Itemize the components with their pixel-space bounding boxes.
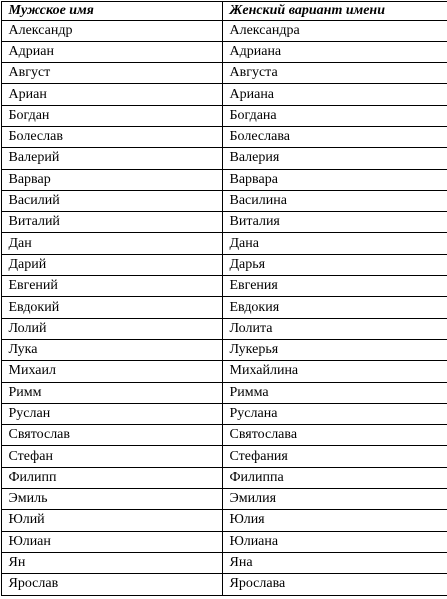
male-name-cell: Лука [1,339,222,360]
female-name-cell: Евгения [222,276,447,297]
table-row [1,361,447,382]
male-name-cell: Варвар [1,169,222,190]
female-name-cell: Стефания [222,446,447,467]
table-row [1,531,447,552]
female-name-cell: Августа [222,63,447,84]
female-name-cell: Руслана [222,403,447,424]
table-row [1,254,447,275]
male-name-cell: Болеслав [1,126,222,147]
female-name-cell: Филиппа [222,467,447,488]
male-name-cell: Дан [1,233,222,254]
male-name-cell: Эмиль [1,489,222,510]
female-name-cell: Лолита [222,318,447,339]
male-name-cell: Василий [1,190,222,211]
table-row [1,276,447,297]
female-name-cell: Богдана [222,105,447,126]
table-row [1,190,447,211]
table-row [1,425,447,446]
male-name-cell: Валерий [1,148,222,169]
table-row [1,41,447,62]
female-name-cell: Болеслава [222,126,447,147]
male-name-cell: Юлий [1,510,222,531]
male-name-cell: Михаил [1,361,222,382]
female-name-cell: Эмилия [222,489,447,510]
female-name-cell: Михайлина [222,361,447,382]
male-name-cell: Юлиан [1,531,222,552]
female-name-cell: Александра [222,20,447,41]
male-name-cell: Виталий [1,212,222,233]
male-name-cell: Ярослав [1,574,222,595]
table-row [1,148,447,169]
table-row [1,297,447,318]
table-row [1,126,447,147]
female-name-cell: Евдокия [222,297,447,318]
female-name-cell: Адриана [222,41,447,62]
table-body [1,20,447,595]
male-name-cell: Ян [1,552,222,573]
male-name-cell: Филипп [1,467,222,488]
male-name-cell: Лолий [1,318,222,339]
female-name-cell: Валерия [222,148,447,169]
table-row [1,382,447,403]
female-name-cell: Римма [222,382,447,403]
female-name-cell: Ярослава [222,574,447,595]
table-row [1,20,447,41]
female-name-cell: Василина [222,190,447,211]
table-row [1,510,447,531]
male-name-cell: Евгений [1,276,222,297]
female-name-cell: Яна [222,552,447,573]
female-name-cell: Святослава [222,425,447,446]
male-name-cell: Богдан [1,105,222,126]
male-name-cell: Август [1,63,222,84]
table-row [1,489,447,510]
male-name-cell: Ариан [1,84,222,105]
table-row [1,467,447,488]
table-row [1,339,447,360]
male-name-cell: Дарий [1,254,222,275]
table-row [1,318,447,339]
male-name-cell: Адриан [1,41,222,62]
female-name-cell: Дана [222,233,447,254]
table-row [1,169,447,190]
header-female-name: Женский вариант имени [222,1,447,20]
table-row [1,552,447,573]
female-name-cell: Дарья [222,254,447,275]
table-row [1,403,447,424]
male-name-cell: Святослав [1,425,222,446]
male-name-cell: Римм [1,382,222,403]
table-row [1,105,447,126]
male-name-cell: Александр [1,20,222,41]
table-header [1,1,447,20]
header-male-name: Мужское имя [1,1,222,20]
table-row [1,63,447,84]
header-row [1,1,447,20]
female-name-cell: Юлиана [222,531,447,552]
male-name-cell: Евдокий [1,297,222,318]
table-row [1,212,447,233]
table-row [1,574,447,595]
female-name-cell: Варвара [222,169,447,190]
male-name-cell: Руслан [1,403,222,424]
female-name-cell: Виталия [222,212,447,233]
female-name-cell: Ариана [222,84,447,105]
table-row [1,446,447,467]
names-table [1,1,447,596]
female-name-cell: Юлия [222,510,447,531]
table-row [1,84,447,105]
table-row [1,233,447,254]
male-name-cell: Стефан [1,446,222,467]
female-name-cell: Лукерья [222,339,447,360]
